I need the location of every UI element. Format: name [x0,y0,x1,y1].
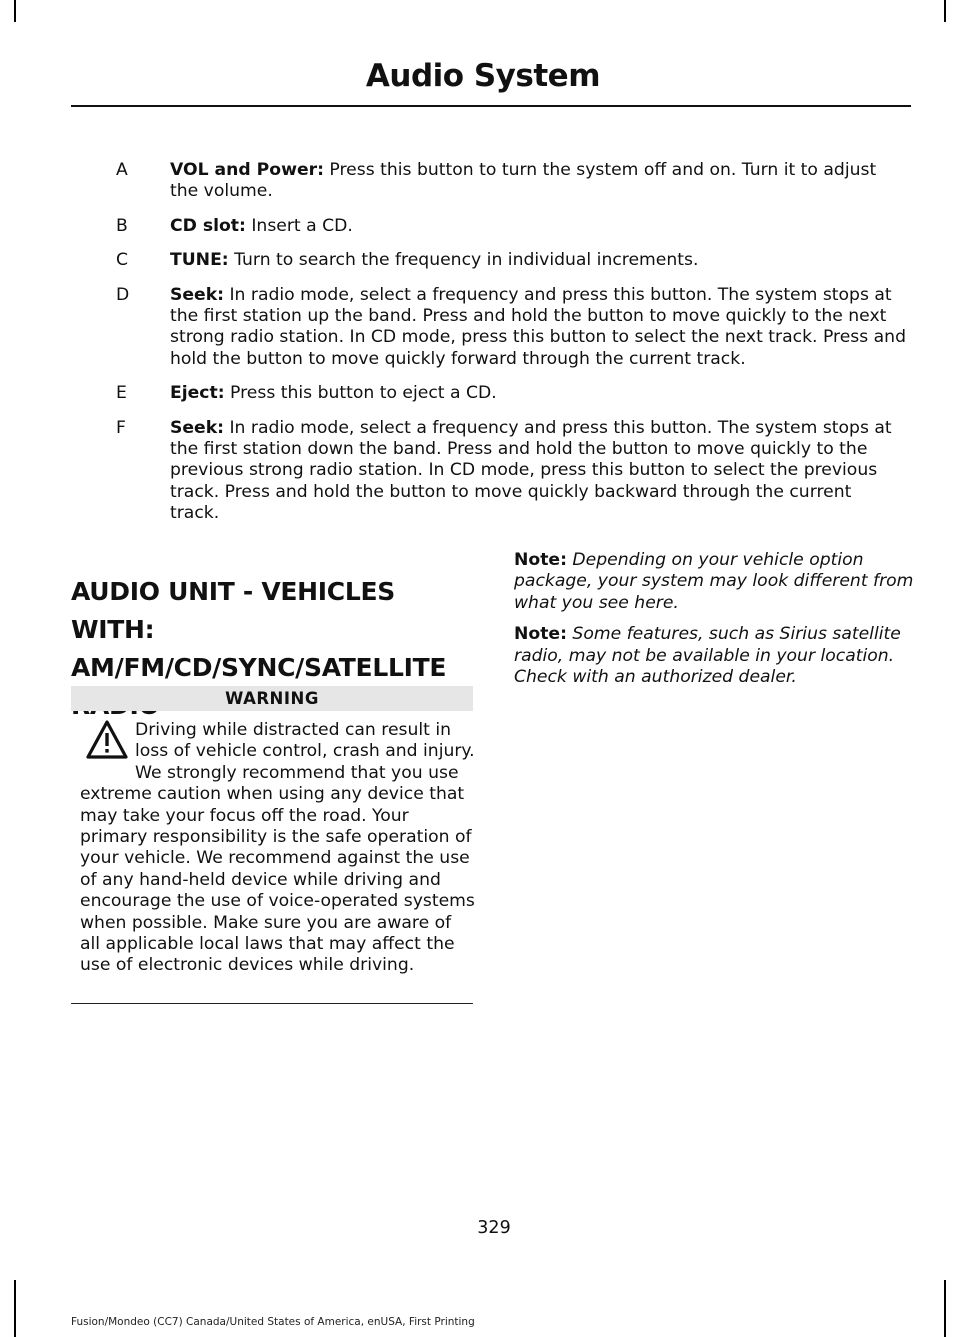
note-label: Note: [514,550,567,570]
page-number: 329 [477,1218,511,1238]
definition-body [170,160,906,203]
section-heading-line: AM/FM/CD/SYNC/SATELLITE [71,653,447,682]
footer-text: Fusion/Mondeo (CC7) Canada/United States of America, enUSA, First Printing [71,1316,475,1328]
definition-body [170,383,906,404]
definition-term: CD slot: [170,215,246,236]
definition-item [116,250,906,271]
warning-divider [71,1003,473,1004]
definition-letter: B [116,215,128,236]
note-text: Some features, such as Sirius satellite radio, may not be available in your location. Check with an authorized dealer. [514,624,901,688]
crop-mark [944,1280,946,1337]
definition-letter: C [116,250,129,271]
definition-text: In radio mode, select a frequency and press this button. The system stops at the first station up the band. Press and hold the button to move quickly to the next strong radio station. In CD mode, press this button to select the next track. Press and hold the button to move quickly forward through the current track. [170,284,906,369]
warning-icon-space [80,720,135,784]
warning-label: WARNING [71,686,473,711]
definition-letter: F [116,417,126,438]
definition-term: Seek: [170,284,224,305]
warning-body [80,720,475,977]
notes [514,550,914,698]
definition-text: Press this button to eject a CD. [224,383,497,404]
definition-term: Seek: [170,417,224,438]
definition-item [116,160,906,203]
definition-letter: E [116,383,127,404]
section-heading-line: AUDIO UNIT - VEHICLES WITH: [71,577,395,644]
note-label: Note: [514,624,567,645]
definition-text: In radio mode, select a frequency and press this button. The system stops at the first station down the band. Press and hold the button to move quickly to the previous strong radio station. In CD mode, press this button to select the previous track. Press and hold the button to move quickly backward through the current track. [170,417,892,524]
definition-body [170,418,906,525]
definition-body [170,250,906,271]
note-text: Depending on your vehicle option package, your system may look different from what you see here. [514,550,914,613]
definition-text: Insert a CD. [245,215,353,236]
definition-letter: A [116,160,128,180]
definition-term: VOL and Power: [170,160,324,180]
definition-term: Eject: [170,383,225,404]
header-divider [71,105,911,107]
definition-item [116,216,906,237]
crop-mark [14,1280,16,1337]
crop-mark [14,0,16,22]
note [514,550,914,614]
definition-body [170,216,906,237]
definition-body [170,285,906,371]
page-title: Audio System [365,58,600,94]
definition-term: TUNE: [170,250,229,271]
definition-letter: D [116,284,130,305]
warning-text: Driving while distracted can result in loss of vehicle control, crash and injury. We strongly recommend that you use extreme caution when using any device that may take your focus off the road. Your primary responsibility is the safe operation of your vehicle. We recommend against the use of any hand-held device while driving and encourage the use of voice-operated systems when possible. Make sure you are aware of all applicable local laws that may affect the use of electronic devices while driving. [80,720,475,976]
definition-text: Turn to search the frequency in individual increments. [228,250,699,271]
note [514,624,914,688]
definition-item [116,383,906,404]
definition-item [116,285,906,371]
definition-text: Press this button to turn the system off and on. Turn it to adjust the volume. [170,160,877,202]
definition-list [116,160,906,538]
definition-item [116,418,906,525]
crop-mark [944,0,946,22]
